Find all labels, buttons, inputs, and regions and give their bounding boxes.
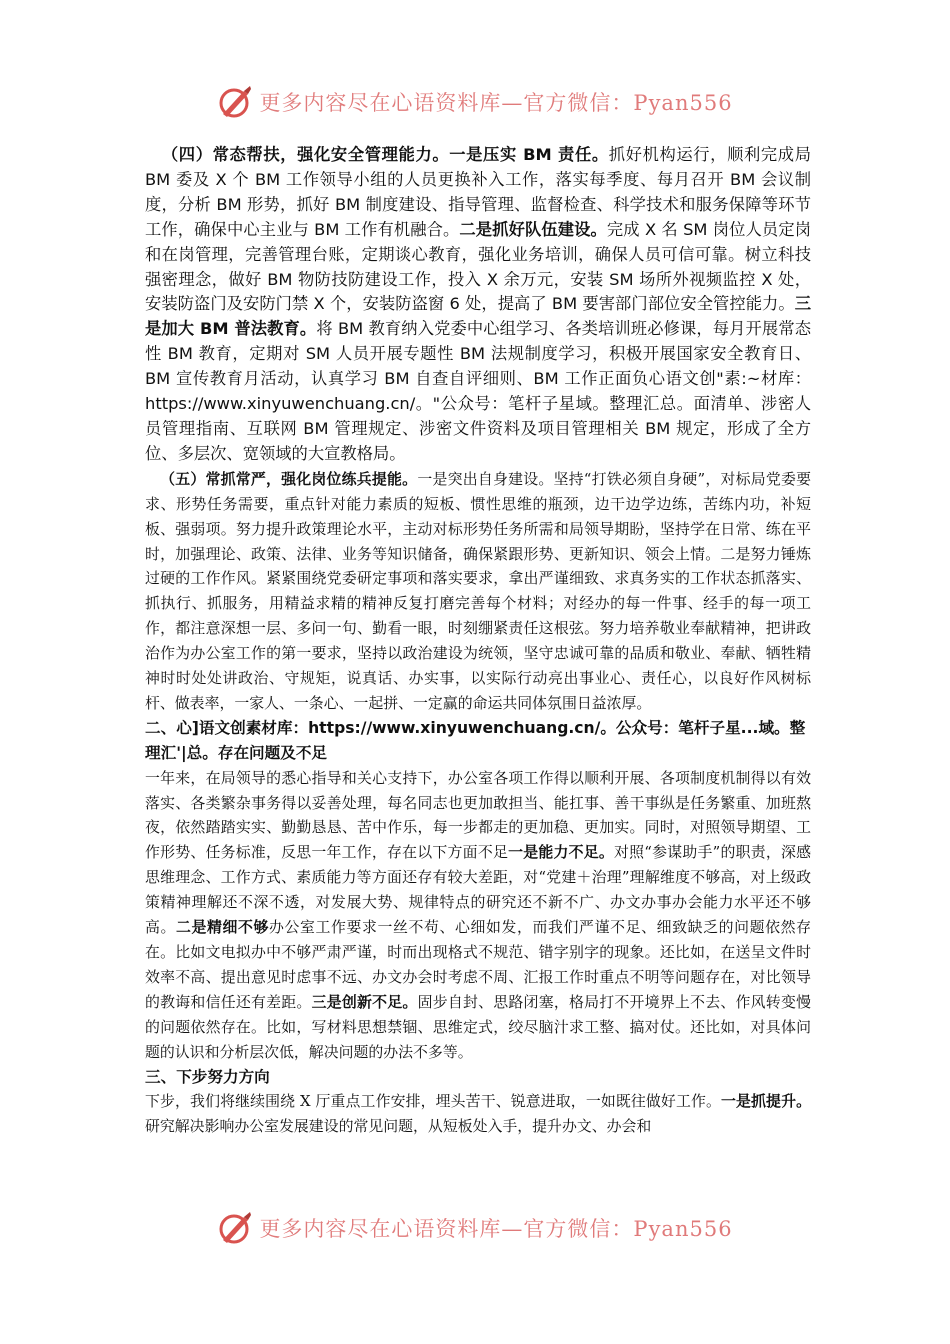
watermark-text: 更多内容尽在心语资料库—官方微信：Pyan556 xyxy=(259,91,733,115)
part-2-paragraph xyxy=(145,766,811,1065)
part-3-intro: 下步，我们将继续围绕 X 厅重点工作安排，埋头苦干、锐意进取，一如既往做好工作。 xyxy=(145,1092,721,1111)
issue-1-text: 对照“参谋助手”的职责，深感思维理念、工作方式、素质能力等方面还存有较大差距，对“党建＋治理”理解维度不够高，对上级政策精神理解还不深不透，对发展大势、规律特点的研究还不新不广、办文办事办会能力水平还不够高。 xyxy=(145,843,811,937)
section-4-point-1-lead: 一是压实 BM 责任。 xyxy=(449,145,609,164)
watermark-banner-bottom xyxy=(0,1206,950,1250)
part-3-paragraph xyxy=(145,1089,811,1139)
section-5-paragraph xyxy=(145,467,811,716)
document-body xyxy=(145,143,811,1139)
watermark-text: 更多内容尽在心语资料库—官方微信：Pyan556 xyxy=(259,1217,733,1241)
section-5-title: （五）常抓常严，强化岗位练兵提能。 xyxy=(159,469,418,488)
section-4-title: （四）常态帮扶，强化安全管理能力。 xyxy=(161,145,450,164)
issue-2-lead: 二是精细不够 xyxy=(176,918,270,937)
pen-logo-icon xyxy=(217,1210,253,1246)
section-4-point-3-text: 将 BM 教育纳入党委中心组学习、各类培训班必修课，每月开展常态性 BM 教育，定期对 SM 人员开展专题性 BM 法规制度学习，积极开展国家安全教育日、BM 宣传教育月活动，认真学习 BM 自查自评细则、BM 工作正面负心语文创"素:~材库：https://www.xinyuwenchuang.cn/。"公众号：笔杆子星域。整理汇总。面清单、涉密人员管理指南、互联网 BM 管理规定、涉密文件资料及项目管理相关 BM 规定，形成了全方位、多层次、宽领域的大宣教格局。 xyxy=(145,319,812,463)
section-4-point-3-lead: 三是加大 BM 普法教育。 xyxy=(145,294,811,339)
watermark-banner-top xyxy=(0,80,950,124)
direction-1-lead: 一是抓提升。 xyxy=(721,1092,811,1111)
section-4-point-1-text: 抓好机构运行，顺利完成局 BM 委及 X 个 BM 工作领导小组的人员更换补入工作，落实每季度、每月召开 BM 会议制度，分析 BM 形势，抓好 BM 制度建设、指导管理、监督检查、科学技术和服务保障等环节工作，确保中心主业与 BM 工作有机融合。 xyxy=(145,145,811,239)
section-4-point-2-lead: 二是抓好队伍建设。 xyxy=(459,219,607,239)
issue-3-lead: 三是创新不足。 xyxy=(311,992,418,1011)
part-2-heading: 二、心]语文创素材库：https://www.xinyuwenchuang.cn/。公众号：笔杆子星...域。整理汇'|总。存在问题及不足 xyxy=(145,718,806,762)
issue-2-text: 办公室工作要求一丝不苟、心细如发，而我们严谨不足、细致缺乏的问题依然存在。比如文电拟办中不够严肃严谨，时而出现格式不规范、错字别字的现象。还比如，在送呈文件时效率不高、提出意见时虑事不远、办文办会时考虑不周、汇报工作时重点不明等问题存在，对比领导的教诲和信任还有差距。 xyxy=(145,918,811,1011)
section-4-point-2-text: 完成 X 名 SM 岗位人员定岗和在岗管理，完善管理台账，定期谈心教育，强化业务培训，确保人员可信可靠。树立科技强密理念，做好 BM 物防技防建设工作，投入 X 余万元，安装 SM 场所外视频监控 X 处，安装防盗门及安防门禁 X 个，安装防盗窗 6 处，提高了 BM 要害部门部位安全管控能力。 xyxy=(145,219,811,314)
issue-3-text: 固步自封、思路闭塞，格局打不开境界上不去、作风转变慢的问题依然存在。比如，写材料思想禁锢、思维定式，绞尽脑汁求工整、搞对仗。还比如，对具体问题的认识和分析层次低，解决问题的办法不多等。 xyxy=(145,992,811,1061)
part-2-intro: 一年来，在局领导的悉心指导和关心支持下，办公室各项工作得以顺利开展、各项制度机制得以有效落实、各类繁杂事务得以妥善处理，每名同志也更加敢担当、能扛事、善干事纵是任务繁重、加班熬夜，依然踏踏实实、勤勤恳恳、苦中作乐，每一步都走的更加稳、更加实。同时，对照领导期望、工作形势、任务标准，反思一年工作，存在以下方面不足 xyxy=(145,768,811,862)
section-4-paragraph xyxy=(145,143,811,467)
part-3-heading: 三、下步努力方向 xyxy=(145,1067,270,1086)
section-5-text: 一是突出自身建设。坚持“打铁必须自身硬”，对标局党委要求、形势任务需要，重点针对能力素质的短板、惯性思维的瓶颈，边干边学边练，苦练内功，补短板、强弱项。努力提升政策理论水平，主动对标形势任务所需和局领导期盼，坚持学在日常、练在平时，加强理论、政策、法律、业务等知识储备，确保紧跟形势、更新知识、领会上情。二是努力锤炼过硬的工作作风。紧紧围绕党委研定事项和落实要求，拿出严谨细致、求真务实的工作状态抓落实、抓执行、抓服务，用精益求精的精神反复打磨完善每个材料；对经办的每一件事、经手的每一项工作，都注意深想一层、多问一句、勤看一眼，时刻绷紧责任这根弦。努力培养敬业奉献精神，把讲政治作为办公室工作的第一要求，坚持以政治建设为统领，坚守忠诚可靠的品质和敬业、奉献、牺牲精神时时处处讲政治、守规矩，说真话、办实事，以实际行动亮出事业心、责任心，以良好作风树标杆、做表率，一家人、一条心、一起拼、一定赢的命运共同体氛围日益浓厚。 xyxy=(145,469,811,712)
direction-1-text: 研究解决影响办公室发展建设的常见问题，从短板处入手，提升办文、办会和 xyxy=(145,1117,652,1136)
pen-logo-icon xyxy=(217,84,253,120)
issue-1-lead: 一是能力不足。 xyxy=(508,843,614,862)
